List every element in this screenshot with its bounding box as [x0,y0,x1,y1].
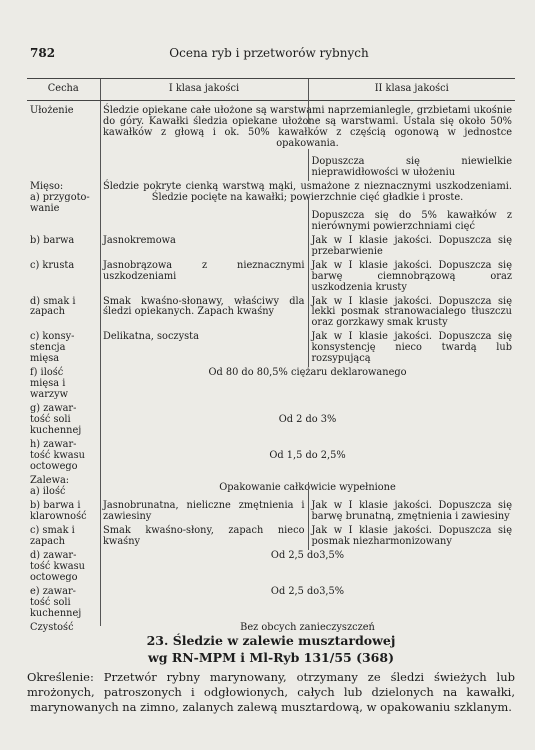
header-class-1: I klasa jakości [100,79,308,101]
row-value-class-1: Delikatna, soczysta [103,331,199,343]
row-value-shared: Od 2 do 3% [278,414,337,426]
row-value-shared: Od 2,5 do3,5% [270,585,345,597]
row-zalewa-smak [27,525,515,550]
column-divider-right-seg [308,149,309,170]
row-value-class-2: Jak w I klasie jakości. Dopuszcza się barwę brunatną, zmętnienia i zawiesiny [308,500,515,525]
row-label: b) barwa [30,234,75,246]
row-zalewa-sol [27,586,515,622]
quality-table [27,78,515,636]
row-krusta [27,260,515,296]
row-label: f) ilość mięsa i warzyw [30,367,68,401]
section-subtitle: wg RN-MPM i Ml-Ryb 131/55 (368) [147,650,394,665]
row-value-class-2: Dopuszcza się niewielkie nieprawidłowości w ułożeniu [308,156,515,181]
row-label: c) krusta [30,259,75,271]
row-label: c) smak i zapach [30,524,75,547]
row-value-class-2: Jak w I klasie jakości. Dopuszcza się konsystencję nieco twardą lub rozsypującą [308,331,515,367]
row-value-shared: Śledzie pokryte cienką warstwą mąki, usmażone z nieznacznymi uszkodzeniami. Śledzie pocięte na kawałki; powierzchnie cięć gładkie i proste. [103,180,512,203]
row-sol [27,403,515,439]
row-label: Ułożenie [30,104,74,116]
column-divider-right-seg [308,482,309,534]
row-label: c) konsy- stencja mięsa [30,331,75,365]
row-ilosc [27,367,515,403]
row-label: e) zawar- tość soli kuchennej [30,585,82,619]
row-zalewa-kwas [27,550,515,586]
row-smak [27,296,515,332]
row-barwa [27,235,515,260]
row-value-class-2: Jak w I klasie jakości. Dopuszcza się posmak niezharmonizowany [308,525,515,550]
row-value-class-2: Dopuszcza się do 5% kawałków z nierównymi powierzchniami cięć [308,206,515,235]
row-label: b) barwa i klarowność [30,499,87,522]
page-number: 782 [30,46,56,60]
row-przygotowanie-ii [27,206,515,235]
row-value-class-2: Jak w I klasie jakości. Dopuszcza się przebarwienie [308,235,515,260]
row-value-shared: Śledzie opiekane całe ułożone są warstwami naprzemianlegle, grzbietami ukośnie do góry. Kawałki śledzia opiekane ułożone są warstwami. Ustala się około 50% kawałków z głową i ok. 50% kawałków z częścią ogonową w jednostce opakowania. [103,104,512,149]
header-class-2: II klasa jakości [308,79,515,101]
row-label: Czystość [30,621,74,633]
column-divider-right-seg [308,197,309,355]
row-value-class-1: Smak kwaśno-słonawy, właściwy dla śledzi opiekanych. Zapach kwaśny [103,295,305,318]
row-value-class-1: Jasnokremowa [103,234,176,246]
row-konsystencja [27,331,515,367]
row-zalewa-ilosc [27,475,515,500]
row-value-shared: Od 1,5 do 2,5% [269,450,346,462]
section-title: 23. Śledzie w zalewie musztardowej [146,633,396,648]
row-value-shared: Od 80 do 80,5% ciężaru deklarowanego [208,367,407,379]
row-label: Mięso: a) przygoto- wanie [30,180,90,214]
row-label: d) zawar- tość kwasu octowego [30,549,85,583]
row-value-shared: Bez obcych zanieczyszczeń [240,621,375,633]
page-running-title: Ocena ryb i przetworów rybnych [169,46,369,60]
row-value-class-1: Smak kwaśno-słony, zapach nieco kwaśny [103,524,305,547]
row-przygotowanie [27,181,515,206]
row-label: d) smak i zapach [30,295,76,318]
row-ulozenie-ii [27,156,515,181]
row-value-class-2: Jak w I klasie jakości. Dopuszcza się lekki posmak stranowacialego tłuszczu oraz gorzkawy smak krusty [308,296,515,332]
header-cecha: Cecha [27,79,100,101]
row-value-shared: Opakowanie całkowicie wypełnione [219,482,396,493]
row-value-class-1: Jasnobrunatna, nieliczne zmętnienia i zawiesiny [103,499,305,522]
row-zalewa-barwa [27,500,515,525]
row-label: Zalewa: a) ilość [30,475,70,497]
row-kwas [27,439,515,475]
row-label: g) zawar- tość soli kuchennej [30,403,82,437]
definition-paragraph: Określenie: Przetwór rybny marynowany, otrzymany ze śledzi świeżych lub mrożonych, patroszonych i odgłowionych, całych lub dzielonych na kawałki, marynowanych na zimno, zalanych zalewą musztardową, w opakowaniu szklanym. [27,670,515,714]
row-value-shared: Od 2,5 do3,5% [270,549,345,561]
row-value-class-1: Jasnobrązowa z nieznacznymi uszkodzeniami [103,259,305,282]
row-label: h) zawar- tość kwasu octowego [30,439,85,473]
row-ulozenie [27,100,515,151]
row-value-class-2: Jak w I klasie jakości. Dopuszcza się barwę ciemnobrązową oraz uszkodzenia krusty [308,260,515,296]
column-divider-right-seg [308,100,309,124]
section-heading [27,632,515,666]
table-header-row [27,79,515,101]
page-header [30,46,508,62]
